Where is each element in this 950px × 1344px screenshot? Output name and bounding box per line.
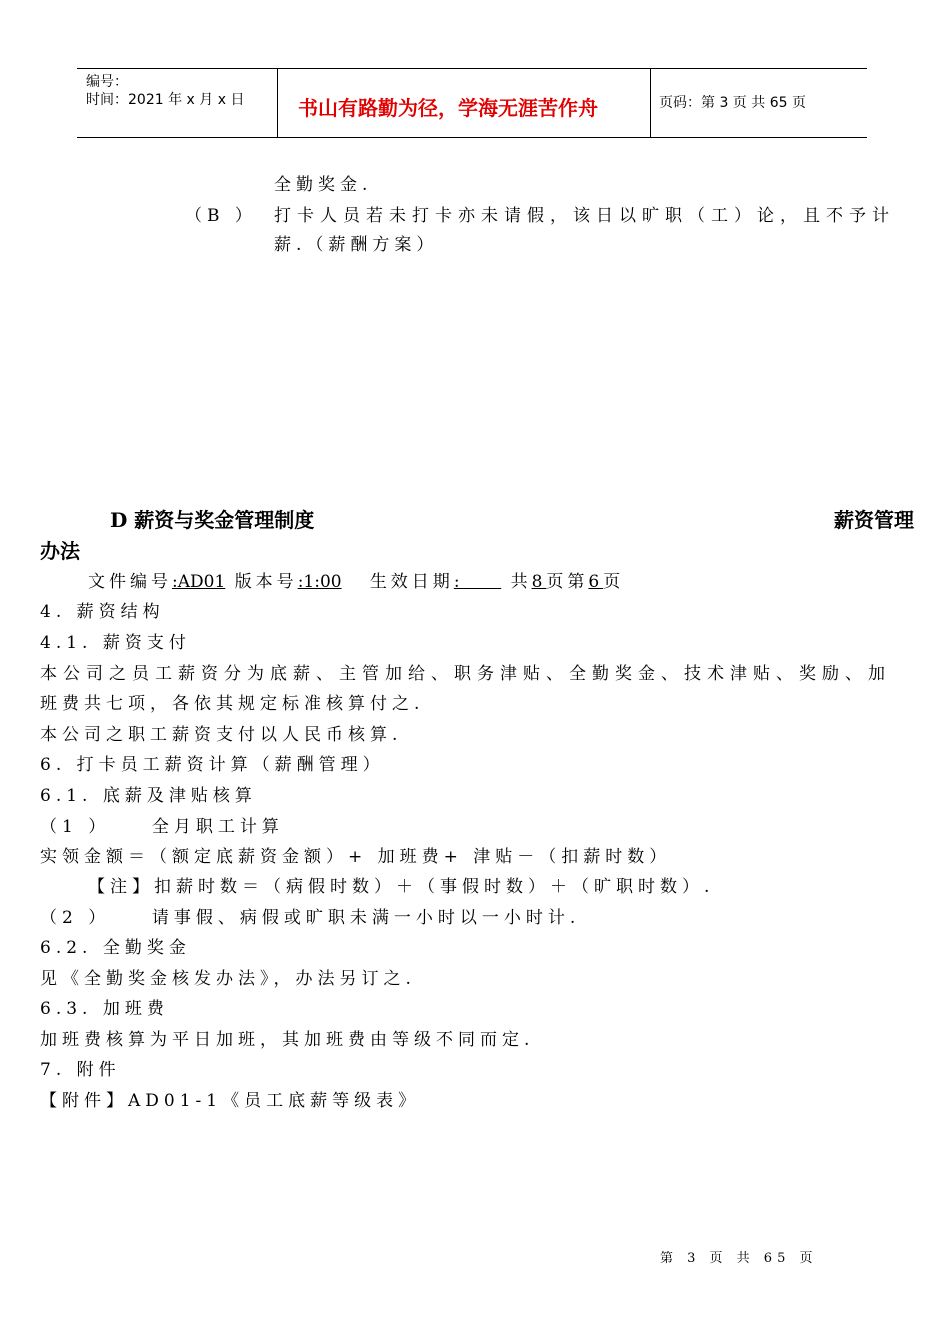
section-title: D 薪资与奖金管理制度 <box>110 508 315 532</box>
page-suffix: 页 <box>603 572 625 592</box>
text-line: （1 ） 全月职工计算 <box>40 817 284 837</box>
heading-line: 7. 附件 <box>40 1060 121 1080</box>
text-line: 见《全勤奖金核发办法》，办法另订之. <box>40 969 416 989</box>
version-label: 版本号 <box>234 572 298 592</box>
header-right-cell <box>651 69 867 137</box>
header-center-cell <box>278 69 651 137</box>
page-mid: 页第 <box>546 572 589 592</box>
effective-value: : <box>453 572 464 592</box>
formula-line: 实领金额＝（额定底薪资金额）+ 加班费+ 津贴－（扣薪时数） <box>40 847 672 867</box>
current-page: 6 <box>588 572 604 592</box>
serial-label: 编号： <box>86 74 128 90</box>
heading-line: 6.2. 全勤奖金 <box>40 938 191 958</box>
time-label: 时间：2021 年 x 月 x 日 <box>86 92 245 108</box>
total-prefix: 共 <box>510 572 532 592</box>
text-line: 班费共七项，各依其规定标准核算付之. <box>40 694 425 714</box>
heading-line: 4.1. 薪资支付 <box>40 633 191 653</box>
text-line: 打卡人员若未打卡亦未请假，该日以旷职（工）论，且不予计 <box>274 206 895 226</box>
version-value: :1:00 <box>297 572 342 592</box>
effective-label: 生效日期 <box>369 572 454 592</box>
doc-no-value: :AD01 <box>172 572 226 592</box>
doc-meta <box>88 571 624 593</box>
text-line: 本公司之职工薪资支付以人民币核算. <box>40 725 403 745</box>
text-line: 薪.（薪酬方案） <box>274 235 439 255</box>
heading-line: 6.3. 加班费 <box>40 999 169 1019</box>
page-info: 页码：第 3 页 共 65 页 <box>659 95 806 111</box>
list-label: （B ） <box>185 206 257 226</box>
attachment-line: 【附件】AD01-1《员工底薪等级表》 <box>40 1091 421 1111</box>
motto: 书山有路勤为径，学海无涯苦作舟 <box>298 96 598 120</box>
heading-line: 6.1. 底薪及津贴核算 <box>40 786 257 806</box>
section-title-cont: 办法 <box>40 539 80 563</box>
total-pages: 8 <box>531 572 547 592</box>
text-line: 加班费核算为平日加班，其加班费由等级不同而定. <box>40 1030 535 1050</box>
note-line: 【注】扣薪时数＝（病假时数）＋（事假时数）＋（旷职时数）. <box>88 877 715 897</box>
page-footer: 第 3 页 共 65 页 <box>660 1251 818 1266</box>
text-line: 全勤奖金. <box>274 175 373 195</box>
text-line: 本公司之员工薪资分为底薪、主管加给、职务津贴、全勤奖金、技术津贴、奖励、加 <box>40 664 891 684</box>
text-line: （2 ） 请事假、病假或旷职未满一小时以一小时计. <box>40 908 581 928</box>
header-table <box>77 68 867 138</box>
heading-line: 4. 薪资结构 <box>40 602 165 622</box>
header-left-cell <box>77 69 278 137</box>
heading-line: 6. 打卡员工薪资计算（薪酬管理） <box>40 755 385 775</box>
section-title-right: 薪资管理 <box>834 508 914 532</box>
doc-no-label: 文件编号 <box>88 572 172 592</box>
